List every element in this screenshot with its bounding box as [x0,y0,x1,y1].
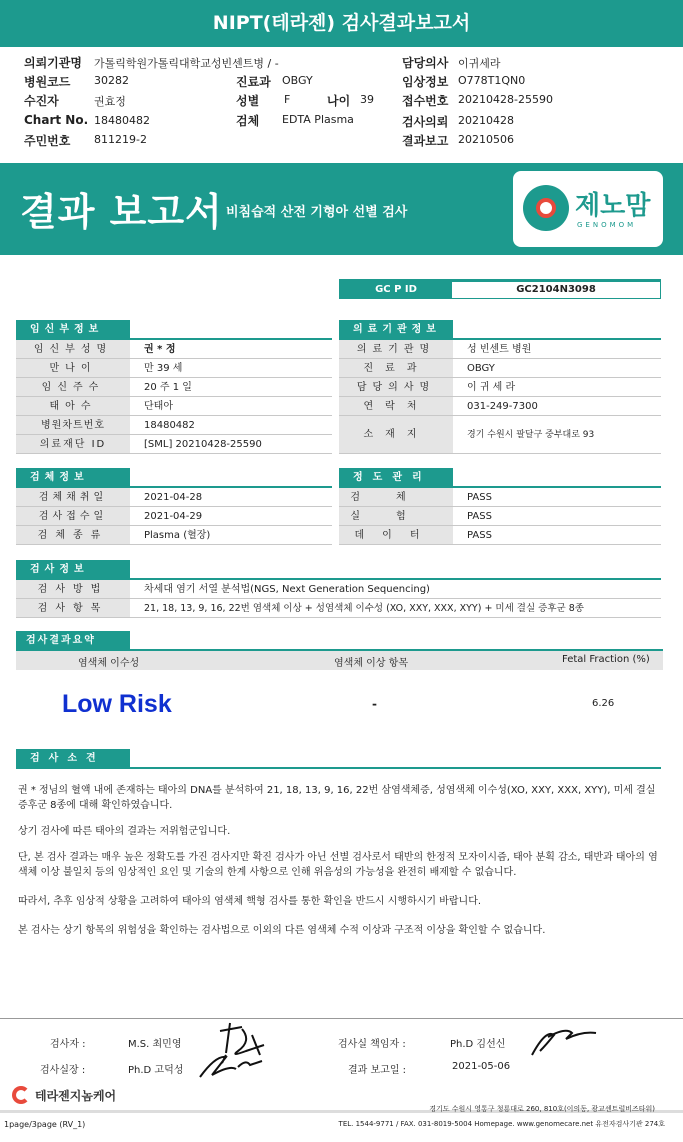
table-row: 검사방법 차세대 염기 서열 분석법(NGS, Next Generation Sequencing) [16,580,661,599]
summary-header [16,651,663,670]
qc-title: 정도관리 [339,468,453,488]
abnormal-item-value: - [372,697,377,711]
table-row: 검체 PASS [339,488,661,507]
findings-body [18,783,663,949]
col-aneuploidy: 염색체 이수성 [78,658,140,669]
company-contact: TEL. 1544-9771 / FAX. 031-8019-5004 Homepage. www.genomecare.net 유전자검사기관 274호 [338,1120,665,1128]
banner-subtitle: 비침습적 산전 기형아 선별 검사 [226,205,408,220]
specimen-value: EDTA Plasma [282,113,354,126]
fetal-fraction-value: 6.26 [592,698,615,709]
summary-title: 검사결과요약 [16,631,130,651]
institution-info-title: 의료기관정보 [339,320,453,340]
chart-value: 18480482 [94,114,150,127]
code-value: 30282 [94,74,129,87]
report-banner [0,163,683,255]
chart-label: Chart No. [24,113,89,127]
gcp-value: GC2104N3098 [516,284,596,295]
table-row: 검사접수일 2021-04-29 [16,507,332,526]
test-info-section [16,560,661,618]
table-row: 소재지 경기 수원시 팔달구 중부대로 93 [339,416,661,454]
table-row: 만나이 만 39 세 [16,359,332,378]
result-low-risk: Low Risk [62,690,172,718]
reqdate-value: 20210428 [458,114,514,127]
doctor-value: 이귀세라 [458,57,501,70]
table-row: 검체종류 Plasma (혈장) [16,526,332,545]
table-row: 진료과 OBGY [339,359,661,378]
findings-paragraph: 권 * 정님의 혈액 내에 존재하는 태아의 DNA를 분석하여 21, 18, 13, 9, 16, 22번 삼염색체증, 성염색체 이수성(XO, XXY, XXX, XYY), 미세 결실 증후군 8종에 대해 확인하였습니다. [18,785,656,811]
findings-title: 검사소견 [16,749,130,769]
report-date-value: 2021-05-06 [452,1061,511,1072]
company-name: 테라젠지놈케어 [35,1089,117,1103]
report-date-label: 결과 보고일 : [348,1065,407,1076]
report-value: 20210506 [458,133,514,146]
table-row: 임신주수 20 주 1 일 [16,378,332,397]
col-fetal-fraction: Fetal Fraction (%) [562,654,650,665]
banner-title: 결과 보고서 [20,190,223,234]
table-row: 검체채취일 2021-04-28 [16,488,332,507]
report-label: 결과보고 [402,134,449,148]
specimen-info-section [16,468,332,545]
recv-value: 20210428-25590 [458,93,553,106]
qc-section [339,468,661,545]
patient-label: 수진자 [24,94,59,108]
col-abnormal-items: 염색체 이상 항목 [334,658,408,669]
specimen-info-title: 검체정보 [16,468,130,488]
req-label: 의뢰기관명 [24,56,82,70]
dept-value: OBGY [282,74,313,87]
patient-header [24,54,664,154]
tester-value: M.S. 최민영 [128,1039,182,1050]
institution-info-section [339,320,661,454]
lab-head-label: 검사실 책임자 : [338,1039,406,1050]
table-row: 병원차트번호 18480482 [16,416,332,435]
table-row: 의료재단 ID [SML] 20210428-25590 [16,435,332,454]
id-value: 811219-2 [94,133,147,146]
age-label: 나이 [327,94,351,108]
table-row: 태아수 단태아 [16,397,332,416]
table-row: 연락처 031-249-7300 [339,397,661,416]
company-address: 경기도 수원시 영통구 청룡대로 260, 810호(이의동, 광교센트럴비즈타워) [429,1105,655,1113]
mother-info-section [16,320,332,454]
terragen-logo-icon [12,1086,30,1104]
lab-chief-value: Ph.D 고덕성 [128,1065,184,1076]
findings-paragraph: 따라서, 추후 임상적 상황을 고려하여 태아의 염색체 핵형 검사를 통한 확인을 반드시 시행하시기 바랍니다. [18,896,482,907]
age-value: 39 [360,93,374,106]
lab-head-signature-icon [526,1023,600,1059]
gcp-id [339,279,661,299]
logo-sub: GENOMOM [577,221,637,229]
test-info-title: 검사정보 [16,560,130,580]
doctor-label: 담당의사 [402,56,449,70]
table-row: 담당의사명 이 귀 세 라 [339,378,661,397]
dept-label: 진료과 [236,75,271,89]
code-label: 병원코드 [24,75,71,89]
tester-label: 검사자 : [50,1039,86,1050]
document-title: NIPT(테라젠) 검사결과보고서 [0,0,683,47]
lab-chief-signature-icon [196,1051,266,1081]
clin-label: 임상정보 [402,75,449,89]
signature-block [0,1018,683,1078]
specimen-label: 검체 [236,114,260,128]
table-row: 데이터 PASS [339,526,661,545]
logo-text: 제노맘 [575,191,651,221]
reqdate-label: 검사의뢰 [402,115,449,129]
page-number: 1page/3page (RV_1) [4,1120,86,1129]
req-value: 가톨릭학원가톨릭대학교성빈센트병 / - [94,57,279,70]
table-row: 검사항목 21, 18, 13, 9, 16, 22번 염색체 이상 + 성염색체 이수성 (XO, XXY, XXX, XYY) + 미세 결실 증후군 8종 [16,599,661,618]
findings-section [16,749,661,769]
lab-chief-label: 검사실장 : [40,1065,86,1076]
gcp-label: GC P ID [340,282,452,298]
findings-paragraph: 본 검사는 상기 항목의 위험성을 확인하는 검사법으로 이외의 다른 염색체 수적 이상과 구조적 이상을 확인할 수 없습니다. [18,925,546,936]
table-row: 의료기관명 성 빈센트 병원 [339,340,661,359]
genomom-logo [513,171,663,247]
lab-head-value: Ph.D 김선신 [450,1039,506,1050]
findings-paragraph: 상기 검사에 따른 태아의 결과는 저위험군입니다. [18,826,231,837]
id-label: 주민번호 [24,134,71,148]
recv-label: 접수번호 [402,94,449,108]
mother-info-title: 임신부정보 [16,320,130,340]
summary-section [16,631,663,651]
clin-value: O778T1QN0 [458,74,526,87]
table-row: 임신부성명 권 * 정 [16,340,332,359]
genomom-logo-icon [523,185,569,231]
table-row: 실험 PASS [339,507,661,526]
sex-label: 성별 [236,94,260,108]
sex-value: F [284,93,291,106]
patient-value: 권효정 [94,95,126,108]
findings-paragraph: 단, 본 검사 결과는 매우 높은 정확도를 가진 검사지만 확진 검사가 아닌 선별 검사로서 태반의 한정적 모자이시즘, 태아 분획 감소, 태반과 태아의 염색체 이상 불일치 등의 임상적인 요인 및 기술의 한계 사항으로 인해 위음성의 가능성을 완전히 배제할 수 없습니다. [18,852,658,878]
